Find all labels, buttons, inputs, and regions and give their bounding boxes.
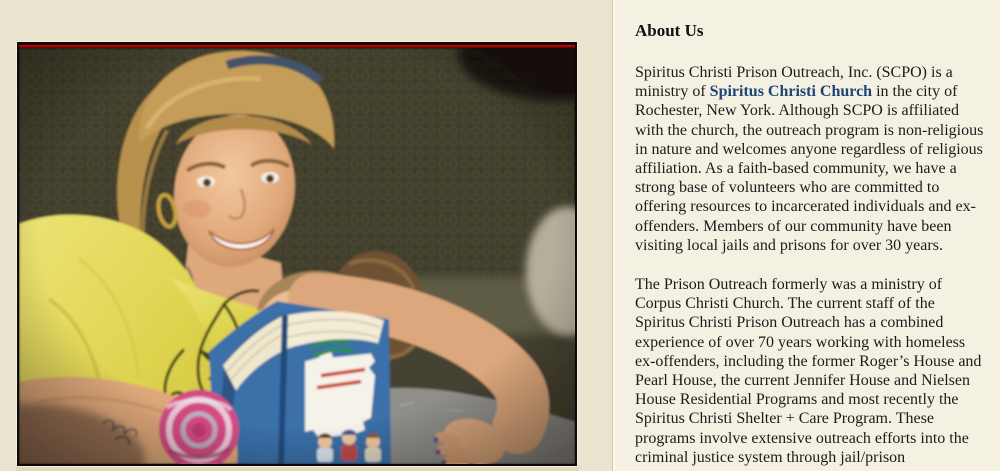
photo-frame [17, 42, 577, 466]
photo-bottom-strip [16, 467, 579, 471]
about-paragraph-2: The Prison Outreach formerly was a ministry of Corpus Christi Church. The current staff of the Spiritus Christi Prison Outreach has a combined experience of over 70 years working with homeless ex-offenders, including the former Roger’s House and Pearl House, the current Jennifer House and Nielsen House Residential Programs and most recently the Spiritus Christi Shelter + Care Program. These programs involve extensive outreach efforts into the criminal justice system through jail/prison [635, 276, 982, 466]
about-heading: About Us [635, 21, 704, 40]
about-panel [613, 0, 1000, 471]
paragraph1-text-before: Spiritus Christi Prison Outreach, Inc. (SCPO) is a ministry of [635, 64, 953, 101]
spiritus-christi-church-link[interactable]: Spiritus Christi Church [709, 83, 873, 101]
mother-daughter-photo [19, 48, 575, 464]
about-paragraph-1 [635, 63, 987, 255]
paragraph1-text-after: in the city of Rochester, New York. Although SCPO is affiliated with the church, the outreach program is non-religious in nature and welcomes anyone regardless of religious affiliation. As a faith-based community, we have a strong base of volunteers who are committed to offering resources to incarcerated individuals and ex-offenders. Members of our community have been visiting local jails and prisons for over 30 years. [635, 83, 984, 254]
